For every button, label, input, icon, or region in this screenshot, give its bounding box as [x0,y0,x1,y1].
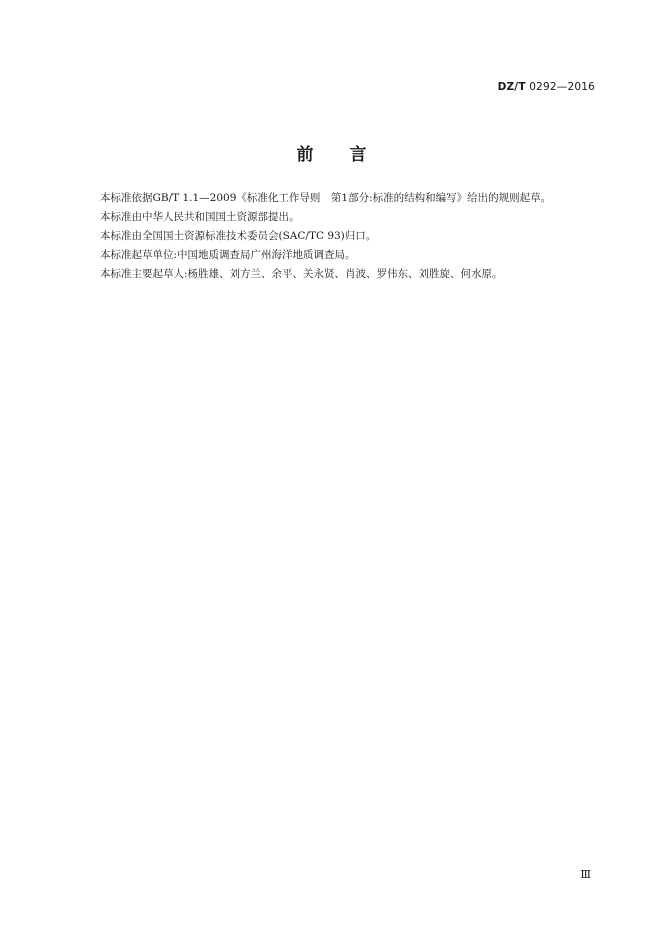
page-number: Ⅲ [580,868,591,881]
paragraph-centralized-management: 本标准由全国国土资源标准技术委员会(SAC/TC 93)归口。 [100,230,377,242]
paragraph-drafting-basis: 本标准依据GB/T 1.1—2009《标准化工作导则 第1部分:标准的结构和编写》给出的规则起草。 [100,192,552,204]
paragraph-drafting-unit: 本标准起草单位:中国地质调查局广州海洋地质调查局。 [100,249,356,261]
page-title: 前言 [296,145,403,165]
standard-code [498,81,595,93]
standard-number: 0292—2016 [529,81,595,93]
paragraph-proposer: 本标准由中华人民共和国国土资源部提出。 [100,211,300,223]
standard-prefix: DZ/T [497,81,526,93]
paragraph-drafters: 本标准主要起草人:杨胜雄、刘方兰、余平、关永贤、肖波、罗伟东、刘胜旋、何水原。 [100,268,503,280]
foreword-body [100,189,620,284]
